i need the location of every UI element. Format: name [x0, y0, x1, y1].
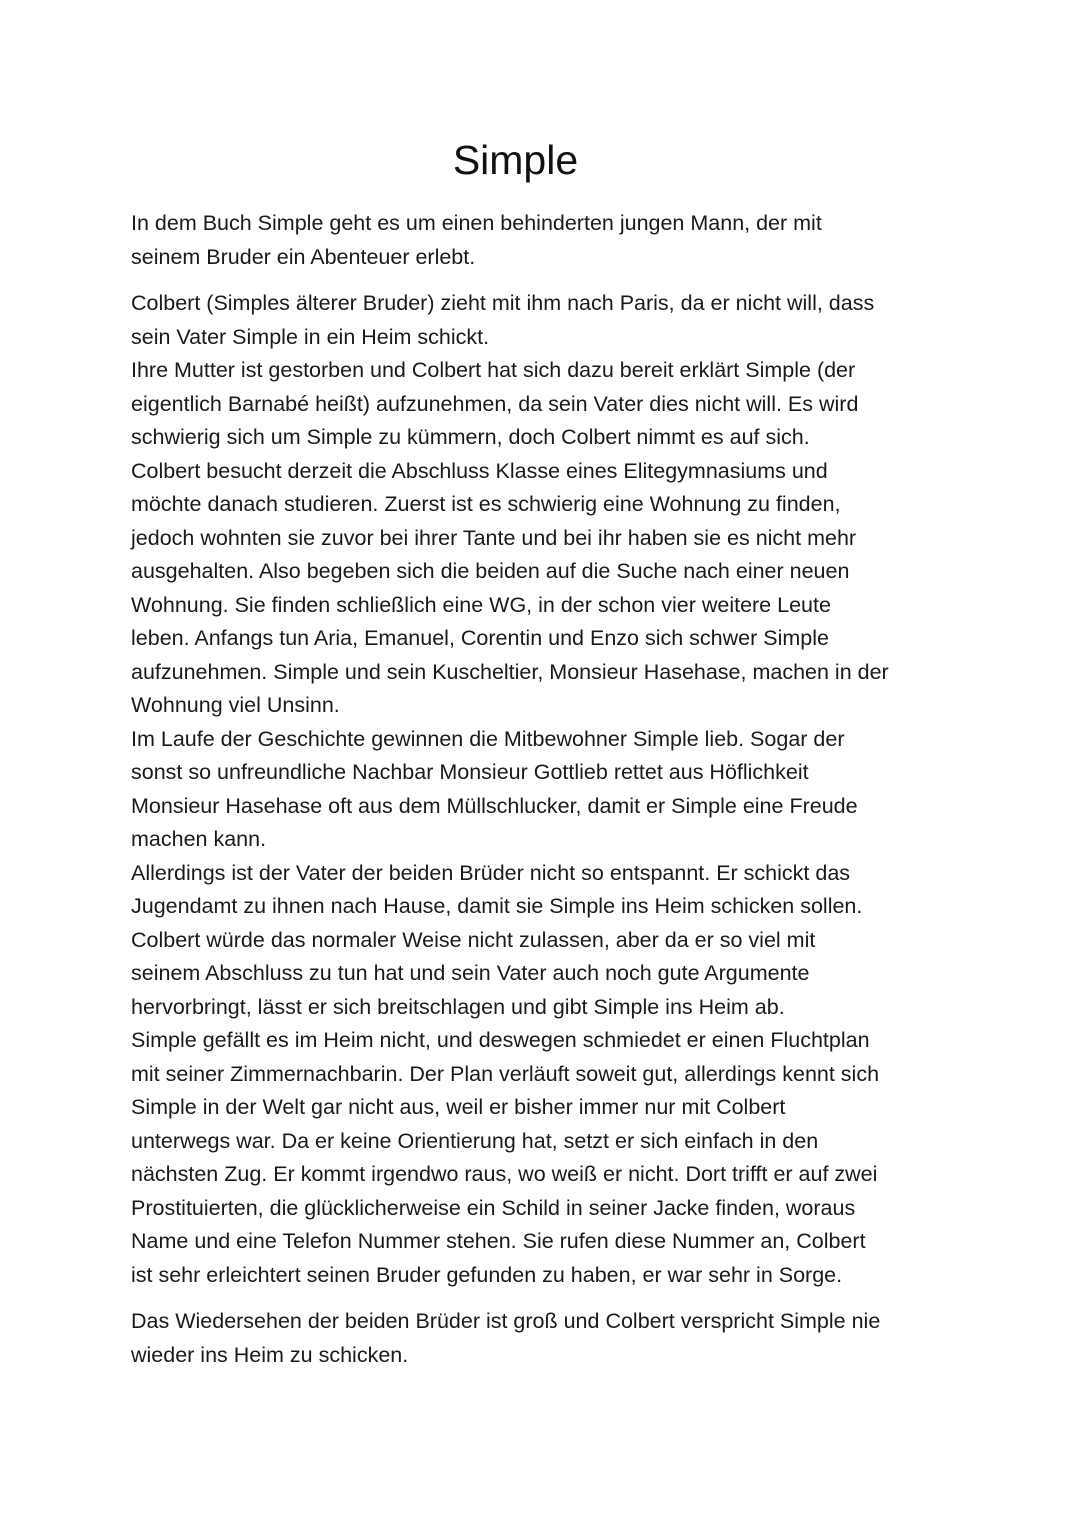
- text-line: Prostituierten, die glücklicherweise ein Schild in seiner Jacke finden, woraus: [131, 1195, 856, 1220]
- text-line: Jugendamt zu ihnen nach Hause, damit sie Simple ins Heim schicken sollen.: [131, 894, 863, 918]
- text-line: Name und eine Telefon Nummer stehen. Sie rufen diese Nummer an, Colbert: [131, 1229, 866, 1253]
- text-line: wieder ins Heim zu schicken.: [131, 1342, 409, 1367]
- text-line: Allerdings ist der Vater der beiden Brüder nicht so entspannt. Er schickt das: [131, 860, 851, 885]
- text-line: seinem Abschluss zu tun hat und sein Vater auch noch gute Argumente: [131, 961, 810, 985]
- text-line: leben. Anfangs tun Aria, Emanuel, Corentin und Enzo sich schwer Simple: [131, 626, 829, 650]
- paragraph: [131, 207, 961, 274]
- text-line: nächsten Zug. Er kommt irgendwo raus, wo weiß er nicht. Dort trifft er auf zwei: [131, 1162, 878, 1186]
- text-line: mit seiner Zimmernachbarin. Der Plan verläuft soweit gut, allerdings kennt sich: [131, 1061, 880, 1086]
- text-line: Simple gefällt es im Heim nicht, und deswegen schmiedet er einen Fluchtplan: [131, 1028, 870, 1052]
- text-line: Wohnung viel Unsinn.: [131, 693, 340, 717]
- text-line: Im Laufe der Geschichte gewinnen die Mitbewohner Simple lieb. Sogar der: [131, 726, 845, 751]
- text-line: Colbert (Simples älterer Bruder) zieht mit ihm nach Paris, da er nicht will, dass: [131, 291, 875, 315]
- text-line: Monsieur Hasehase oft aus dem Müllschlucker, damit er Simple eine Freude: [131, 793, 858, 818]
- text-line: aufzunehmen. Simple und sein Kuscheltier, Monsieur Hasehase, machen in der: [131, 659, 889, 684]
- paragraph: [131, 287, 961, 1292]
- text-line: jedoch wohnten sie zuvor bei ihrer Tante und bei ihr haben sie es nicht mehr: [131, 525, 857, 550]
- text-line: Wohnung. Sie finden schließlich eine WG, in der schon vier weitere Leute: [131, 592, 831, 617]
- text-line: ausgehalten. Also begeben sich die beiden auf die Suche nach einer neuen: [131, 559, 850, 583]
- text-line: Colbert besucht derzeit die Abschluss Klasse eines Elitegymnasiums und: [131, 458, 828, 483]
- text-line: sein Vater Simple in ein Heim schickt.: [131, 324, 490, 349]
- paragraph: [131, 1305, 961, 1372]
- text-line: unterwegs war. Da er keine Orientierung hat, setzt er sich einfach in den: [131, 1128, 819, 1153]
- document-body: [131, 207, 961, 1372]
- text-line: hervorbringt, lässt er sich breitschlagen und gibt Simple ins Heim ab.: [131, 994, 785, 1019]
- text-line: ist sehr erleichtert seinen Bruder gefunden zu haben, er war sehr in Sorge.: [131, 1262, 843, 1287]
- text-line: machen kann.: [131, 827, 267, 851]
- text-line: Ihre Mutter ist gestorben und Colbert hat sich dazu bereit erklärt Simple (der: [131, 358, 856, 382]
- text-line: möchte danach studieren. Zuerst ist es schwierig eine Wohnung zu finden,: [131, 492, 841, 516]
- text-line: Das Wiedersehen der beiden Brüder ist groß und Colbert verspricht Simple nie: [131, 1309, 881, 1333]
- text-line: eigentlich Barnabé heißt) aufzunehmen, da sein Vater dies nicht will. Es wird: [131, 391, 859, 416]
- text-line: seinem Bruder ein Abenteuer erlebt.: [131, 244, 476, 269]
- text-line: schwierig sich um Simple zu kümmern, doch Colbert nimmt es auf sich.: [131, 425, 810, 449]
- document-title: Simple: [452, 137, 579, 183]
- text-line: Colbert würde das normaler Weise nicht zulassen, aber da er so viel mit: [131, 927, 816, 952]
- text-line: In dem Buch Simple geht es um einen behinderten jungen Mann, der mit: [131, 211, 822, 235]
- text-line: sonst so unfreundliche Nachbar Monsieur Gottlieb rettet aus Höflichkeit: [131, 760, 809, 784]
- text-line: Simple in der Welt gar nicht aus, weil er bisher immer nur mit Colbert: [131, 1095, 786, 1119]
